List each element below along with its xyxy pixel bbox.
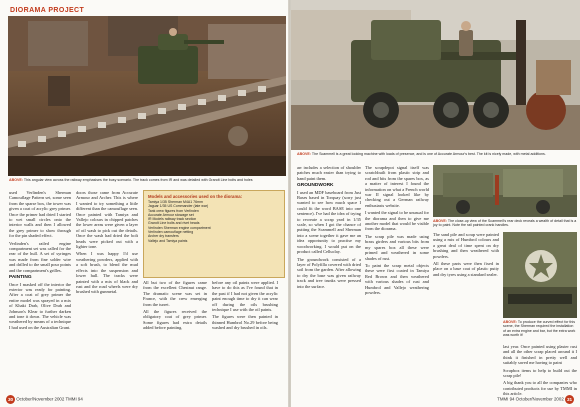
page-number: 30 <box>7 397 14 402</box>
body-paragraph: before any oil paints were applied. I have to do this as I've found that in the past if I had not given the acrylic paint enough time to dry it can wear off during the oils brushing technique I use with the oil paints. <box>212 280 278 313</box>
body-paragraph: All but two of the figures came from the excellent Chestnut range. The dramatic scene was set in France, with the crew emerging from the turret. <box>143 280 207 307</box>
body-paragraph: A big thank you to all the companies who contributed products for use by TMMI in this article. <box>503 380 577 397</box>
rear-deck-photo <box>433 165 577 217</box>
body-paragraph: Verlinden's railed engine compartment set was called for the rear of the hull. A set of syringes was made from fine solder wire and drilled to the small pour points and the compartment's grilles. <box>9 240 71 273</box>
models-used-box <box>143 190 285 278</box>
box-title: Models and accessories used on the diorama: <box>148 194 243 199</box>
caption-label: ABOVE: <box>433 219 447 223</box>
body-paragraph: To paint the scrap metal objects these were first coated in Tamiya Red Brown and then weathered with various shades of rust and Humbrol and Vallejo weathering powders. <box>365 262 429 295</box>
scammell-rear-deck-image <box>433 165 577 217</box>
body-column-3 <box>143 280 207 395</box>
box-item: Grandt Line bolts and rivet heads <box>148 221 200 226</box>
box-item: IR Models railway track section <box>148 217 197 222</box>
box-item: Vallejo and Tamiya paints <box>148 238 188 243</box>
box-item: Tank crew figures from Verlinden <box>148 208 199 213</box>
body-paragraph: last year. Once painted using plaster rust and all the other scrap placed around it I think it finished in pretty well and suitably saved me having to paint <box>503 344 577 366</box>
body-column-2 <box>76 190 138 395</box>
box-item: Verlinden camouflage netting <box>148 230 194 235</box>
running-head: DIORAMA PROJECT <box>10 7 85 14</box>
left-page <box>0 0 289 407</box>
diorama-photo-left <box>8 16 286 176</box>
body-paragraph: The figures were then painted in thinned Humbrol No.29 before being washed and dry brushed in oils. <box>212 314 278 331</box>
body-column-1 <box>9 190 71 395</box>
body-paragraph: Once I masked off the interior the exterior was ready for painting. After a coat of grey primer the entire model was sprayed in a mix of Khaki Drab, Olive Drab and Johnson's Klear to further darken and tone it down. The vehicle was weathered by means of a technique I had used on the Australian Grant. <box>9 281 71 330</box>
box-item: Accurate Armour stowage set <box>148 212 194 217</box>
body-column-4 <box>503 344 577 397</box>
body-column-1 <box>297 165 361 395</box>
box-item: Archer dry transfers <box>148 234 179 239</box>
folio-text: October/November 2002 TMMI 94 <box>16 396 83 402</box>
body-paragraph: All the figures received the obligatory coat of grey primer. Some figures had extra details added before painting. <box>143 309 207 331</box>
body-paragraph: The scrap pile was made using brass girders and various bits from my spares box all these were primed and weathered in some shades of rust. <box>365 233 429 261</box>
caption-text: To produce the curved effect for this scene, the Sherman required the installation of an extra engine and bar, but the extra work was worth it! <box>503 320 576 338</box>
caption-text: The Scammell is a great looking machine with loads of presence, and is one of Accurate Armour's best. The kit is nicely made, with metal additions. <box>311 152 546 156</box>
subheading-painting: PAINTING <box>9 275 32 281</box>
box-item: Jaguar 1/35 US Commander (late war) <box>148 204 209 209</box>
photo-caption-mid <box>433 219 577 228</box>
box-item: Verlinden Sherman engine compartment <box>148 225 211 230</box>
sherman-star-image <box>503 232 577 318</box>
body-paragraph: doors those came from Accurate Armour and Archer. This is where I wanted to try something a little different than the camouflage seen. Once painted with Tamiya and Vallejo colours in chipped patches the lower areas were given a layer of oil wash to pick out the details. Once the wash had dried the bolt heads were picked out with a lighter tone. <box>76 190 138 250</box>
body-column-3 <box>433 232 499 397</box>
photo-caption-top <box>297 152 575 156</box>
caption-text: The close-up view of the Scammell's rear deck reveals a wealth of detail that is a joy to paint. Note the rail painted crank handles. <box>433 219 577 228</box>
right-page <box>291 0 580 407</box>
body-paragraph: Scrapbox items to help to build out the scrap pile! <box>503 367 577 379</box>
body-paragraph: The scrapdepot signal itself was scratchbuilt from plastic strip and rod and bits from the spares box, as a matter of interest I found the information on what a French world war II signal looked like by checking out a German railway enthusiasts website. <box>365 165 429 208</box>
photo-caption-bottom <box>503 320 577 338</box>
body-paragraph: All these parts were then fixed in place on a base coat of plastic putty and dry tyres using a standard sealer. <box>433 261 499 277</box>
body-paragraph: The sand pile and scrap were painted using a mix of Humbrol colours and a great deal of time spent on dry brushing and then weathered with powders. <box>433 232 499 259</box>
body-column-2 <box>365 165 429 395</box>
folio-left <box>6 395 83 404</box>
body-paragraph: When I was happy I'd use weathering powders, applied with a soft brush, to blend the mud effects into the suspension and lower hull. The tracks were painted with a mix of black and rust and the road wheels were dry brushed with gunmetal. <box>76 251 138 295</box>
body-paragraph: I used an MDF baseboard from Just Bases based in Torquay (sorry just wanted to see how much space I could fit the word BASE into one sentence). I've had the idea of trying to recreate a scrap yard in 1/35 scale, so when I got the chance of putting the Scammell and Sherman into a scene together it gave me an idea opportunity to practise my woodworking. I would put on the product called Celluclay. <box>297 189 361 255</box>
diorama-railway-image <box>8 16 286 176</box>
folio-right <box>497 395 574 404</box>
caption-label: ABOVE: <box>9 178 23 182</box>
box-item: Tamiya 1/35 Sherman M4A1 76mm <box>148 200 203 204</box>
body-paragraph: used Verlinden's Sherman Camouflage Pattern set, some seen from the sparse box, the tower was given a coat of acrylic grey primer. Once the primer had dried I started to wet small circles onto the interior walls and then I allowed the grey primer to show through for the pin shaded effect. <box>9 190 71 239</box>
folio-text: TMMI 94 October/November 2002 <box>497 396 564 402</box>
body-paragraph: The groundwork consisted of a layer of Polyfilla covered with dried soil from the garden. After allowing to dry the base was given railway track and tree trunks were pressed into the surface. <box>297 256 361 289</box>
caption-text: This angular view across the railway emphasises the busy scenario. The track comes from IR and was detailed with Grandt Line bolts and holes <box>23 178 253 182</box>
sherman-photo <box>503 232 577 318</box>
caption-label: ABOVE: <box>503 320 517 324</box>
scammell-truck-image <box>291 0 580 150</box>
body-paragraph: I wanted the signal to be unusual for the diorama and then to give me another model that would be visible from the diorama. <box>365 210 430 232</box>
photo-caption-left <box>9 178 285 182</box>
page-number: 31 <box>566 397 573 402</box>
caption-label: ABOVE: <box>297 152 311 156</box>
body-column-4 <box>212 280 278 395</box>
subheading-groundwork: GROUNDWORK <box>297 183 334 189</box>
body-paragraph: arr includes a selection of shoulder patches much easier than trying to hand paint them. <box>297 165 361 181</box>
scammell-photo-top <box>291 0 580 150</box>
